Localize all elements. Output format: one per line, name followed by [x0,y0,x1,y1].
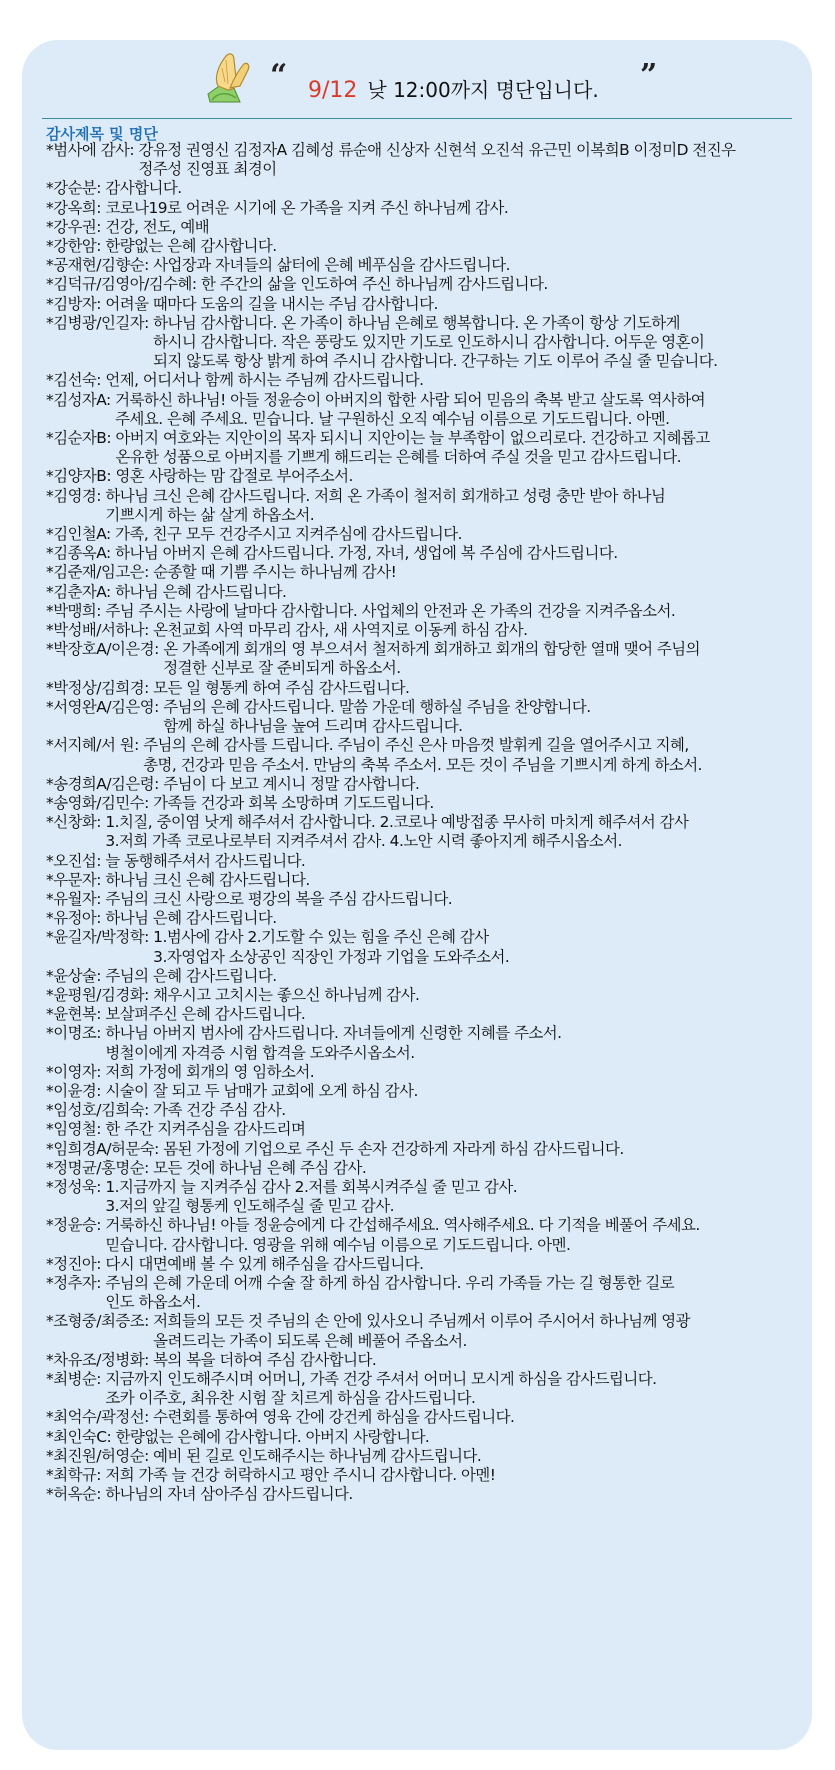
list-item [46,237,806,256]
entry-text [105,199,806,218]
list-item [46,1159,806,1178]
prayer-list-card [22,40,812,1750]
entry-text [115,391,806,429]
list-item [46,544,806,563]
entry-text [163,698,806,736]
list-item [46,141,806,179]
entry-line: 주님의 은혜 감사를 드립니다. 주님이 주신 은사 마음껏 발휘케 길을 열어주시고 지혜, [143,736,689,755]
entry-text [105,1370,806,1408]
entry-line: 저희들의 모든 것 주님의 손 안에 있사오니 주님께서 이루어 주시어서 하나님께 영광 [153,1312,690,1331]
entry-line: 1.범사에 감사 2.기도할 수 있는 힘을 주신 은혜 감사 [153,928,489,947]
entry-name: *신창화: [46,813,106,832]
entry-line: 3.저희 가족 코로나로부터 지켜주셔서 감사. 4.노안 시력 좋아지게 해주시옵소서. [105,832,623,851]
entry-text [153,621,806,640]
entry-name: *최인숙C: [46,1427,116,1446]
entry-line: 순종할 때 기쁨 주시는 하나님께 감사! [153,563,397,582]
list-item [46,928,806,966]
list-item [46,698,806,736]
entry-line: 한량없는 은혜에 감사합니다. 아버지 사랑합니다. [115,1427,430,1446]
list-item [46,371,806,390]
list-item [46,1082,806,1101]
entry-line: 주세요. 은혜 주세요. 믿습니다. 날 구원하신 오직 예수님 이름으로 기도드립니다. 아멘. [115,409,670,428]
entry-name: *정진아: [46,1254,106,1273]
entry-line: 시술이 잘 되고 두 남매가 교회에 오게 하심 감사. [105,1081,418,1100]
list-item [46,199,806,218]
entry-line: 가족 건강 주심 감사. [153,1101,286,1120]
entry-name: *최학규: [46,1466,106,1485]
entry-text [153,1447,806,1466]
prayer-entry-list [46,141,806,1504]
entry-line: 온 가족에게 회개의 영 부으셔서 철저하게 회개하고 회개의 합당한 열매 맺어 주님의 [163,640,701,659]
list-item [46,621,806,640]
list-item [46,602,806,621]
entry-name: *김준재/임고은: [46,563,154,582]
entry-name: *윤평원/김경화: [46,985,154,1004]
entry-text [163,1140,806,1159]
entry-line: 늘 동행해주셔서 감사드립니다. [105,851,306,870]
entry-line: 3.자영업자 소상공인 직장인 가정과 기업을 도와주소서. [153,947,510,966]
entry-line: 모든 일 형통케 하여 주심 감사드립니다. [153,678,410,697]
entry-name: *유정아: [46,909,106,928]
entry-line: 주님의 크신 사랑으로 평강의 복을 주심 감사드립니다. [105,889,453,908]
entry-name: *송경희A/김은령: [46,774,164,793]
entry-text [153,1312,806,1350]
entry-text [115,467,806,486]
entry-line: 예비 된 길로 인도해주시는 하나님께 감사드립니다. [153,1446,482,1465]
entry-name: *김양자B: [46,467,116,486]
entry-text [153,794,806,813]
entry-name: *서지혜/서 원: [46,736,144,755]
list-item [46,871,806,890]
entry-name: *서영완A/김은영: [46,697,164,716]
entry-text [153,986,806,1005]
entry-line: 1.치질, 중이염 낫게 해주셔서 감사합니다. 2.코로나 예방접종 무사히 마치게 해주셔서 감사 [105,813,689,832]
list-item [46,986,806,1005]
list-item [46,487,806,525]
entry-name: *김인철A: [46,525,116,544]
entry-name: *송영화/김민수: [46,793,154,812]
entry-name: *김성자A: [46,390,116,409]
entry-name: *박맹희: [46,601,106,620]
list-item [46,1370,806,1408]
list-item [46,1005,806,1024]
entry-line: 주님의 은혜 가운데 어깨 수술 잘 하게 하심 감사합니다. 우리 가족들 가는 길 형통한 길로 [105,1273,675,1292]
entry-line: 정주성 진영표 최경이 [138,160,277,179]
entry-line: 몸된 가정에 기업으로 주신 두 손자 건강하게 자라게 하심 감사드립니다. [163,1139,624,1158]
entry-text [105,1063,806,1082]
entry-text [153,928,806,966]
list-item [46,1312,806,1350]
entry-name: *최억수/곽정선: [46,1408,154,1427]
entry-line: 온천교회 사역 마무리 감사, 새 사역지로 이동케 하심 감사. [153,621,528,640]
entry-name: *정추자: [46,1273,106,1292]
list-item [46,909,806,928]
entry-line: 저희 가족 늘 건강 허락하시고 평안 주시니 감사합니다. 아멘! [105,1466,496,1485]
entry-text [105,237,806,256]
entry-text [105,1178,806,1216]
entry-name: *박정상/김희경: [46,678,154,697]
entry-text [105,852,806,871]
list-item [46,794,806,813]
entry-line: 건강, 전도, 예배 [105,217,210,236]
entry-line: 언제, 어디서나 함께 하시는 주님께 감사드립니다. [105,371,424,390]
list-item [46,295,806,314]
entry-line: 한 주간의 삶을 인도하여 주신 하나님께 감사드립니다. [200,275,548,294]
entry-line: 하나님 크신 은혜 감사드립니다. [105,870,310,889]
entry-name: *김영경: [46,486,106,505]
entry-text [105,1255,806,1274]
entry-text [115,429,806,467]
entry-name: *김종옥A: [46,544,116,563]
entry-line: 보살펴주신 은혜 감사드립니다. [105,1005,306,1024]
entry-name: *이명조: [46,1024,106,1043]
entry-text [115,544,806,563]
entry-line: 하나님 아버지 은혜 감사드립니다. 가정, 자녀, 생업에 복 주심에 감사드립니다. [115,544,618,563]
entry-line: 하나님 은혜 감사드립니다. [115,582,287,601]
entry-line: 하나님 크신 은혜 감사드립니다. 저희 온 가족이 철저히 회개하고 성령 충만 받아 하나님 [105,486,666,505]
quote-open: “ [270,58,288,93]
entry-text [163,775,806,794]
entry-text [153,563,806,582]
entry-name: *강우권: [46,217,106,236]
list-item [46,1485,806,1504]
entry-line: 함께 하실 하나님을 높여 드리며 감사드립니다. [163,717,463,736]
entry-line: 수련회를 통하여 영육 간에 강건케 하심을 감사드립니다. [153,1408,515,1427]
entry-line: 한 주간 지켜주심을 감사드리며 [105,1120,306,1139]
list-item [46,1351,806,1370]
entry-line: 기쁘시게 하는 삶 살게 하옵소서. [105,505,315,524]
entry-text [105,487,806,525]
quote-close: ” [640,58,658,93]
entry-line: 인도 하옵소서. [105,1293,201,1312]
entry-line: 거룩하신 하나님! 아들 정윤승에게 다 간섭해주세요. 역사해주세요. 다 기적을 베풀어 주세요. [105,1216,700,1235]
entry-line: 하시니 감사합니다. 작은 풍랑도 있지만 기도로 인도하시니 감사합니다. 어두운 영혼이 [153,333,705,352]
entry-line: 모든 것에 하나님 은혜 주심 감사. [153,1158,367,1177]
entry-text [105,1466,806,1485]
entry-text [105,890,806,909]
list-item [46,467,806,486]
list-item [46,1216,806,1254]
entry-name: *김덕규/김영아/김수혜: [46,275,201,294]
entry-name: *정윤승: [46,1216,106,1235]
entry-line: 하나님 감사합니다. 온 가족이 하나님 은혜로 행복합니다. 온 가족이 항상 기도하게 [153,313,681,332]
entry-name: *김춘자A: [46,582,116,601]
entry-text [115,583,806,602]
entry-name: *이영자: [46,1062,106,1081]
entry-line: 믿습니다. 감사합니다. 영광을 위해 예수님 이름으로 기도드립니다. 아멘. [105,1235,571,1254]
entry-text [153,1159,806,1178]
entry-line: 지금까지 인도해주시며 어머니, 가족 건강 주셔서 어머니 모시게 하심을 감사드립니다. [105,1370,657,1388]
entry-text [105,909,806,928]
entry-line: 올려드리는 가족이 되도록 은혜 베풀어 주옵소서. [153,1331,467,1350]
list-item [46,1255,806,1274]
entry-line: 사업장과 자녀들의 삶터에 은혜 베푸심을 감사드립니다. [153,256,510,275]
list-item [46,275,806,294]
entry-name: *허옥순: [46,1485,106,1504]
entry-text [116,1428,806,1447]
entry-line: 정결한 신부로 잘 준비되게 하옵소서. [163,659,401,678]
list-item [46,1024,806,1062]
entry-text [105,371,806,390]
entry-text [153,1408,806,1427]
entry-line: 주님의 은혜 감사드립니다. 말씀 가운데 행하실 주님을 찬양합니다. [163,697,591,716]
list-item [46,1120,806,1139]
entry-text [105,602,806,621]
entry-name: *최병순: [46,1370,106,1388]
entry-text [143,736,806,774]
entry-line: 저희 가정에 회개의 영 임하소서. [105,1062,315,1081]
list-item [46,1140,806,1159]
entry-text [105,1274,806,1312]
entry-line: 조카 이주호, 최유찬 시험 잘 치르게 하심을 감사드립니다. [105,1389,476,1408]
entry-line: 복의 복을 더하여 주심 감사합니다. [153,1350,377,1369]
list-item [46,1428,806,1447]
entry-text [105,871,806,890]
list-item [46,967,806,986]
header [22,40,812,122]
entry-name: *범사에 감사: [46,141,139,159]
entry-line: 하나님 은혜 감사드립니다. [105,909,277,928]
entry-line: 가족들 건강과 회복 소망하며 기도드립니다. [153,793,434,812]
list-item [46,563,806,582]
entry-line: 아버지 여호와는 지안이의 목자 되시니 지안이는 늘 부족함이 없으리로다. 건강하고 지혜롭고 [115,429,710,448]
entry-name: *차유조/정병화: [46,1350,154,1369]
list-item [46,1447,806,1466]
entry-name: *임성호/김희숙: [46,1101,154,1120]
list-item [46,852,806,871]
entry-name: *박성배/서하나: [46,621,154,640]
deadline-date: 9/12 [308,78,358,103]
entry-text [105,1120,806,1139]
entry-name: *임영철: [46,1120,106,1139]
entry-text [105,179,806,198]
list-item [46,1063,806,1082]
entry-line: 강유정 권영신 김정자A 김혜성 류순애 신상자 신현석 오진석 유근민 이복희B 이정미D 전진우 [138,141,736,159]
entry-text [153,314,806,372]
entry-line: 주님의 은혜 감사드립니다. [105,966,277,985]
entry-line: 채우시고 고치시는 좋으신 하나님께 감사. [153,985,420,1004]
entry-line: 다시 대면예배 볼 수 있게 해주심을 감사드립니다. [105,1254,424,1273]
entry-name: *유월자: [46,889,106,908]
list-item [46,525,806,544]
entry-text [201,275,806,294]
entry-line: 거룩하신 하나님! 아들 정윤승이 아버지의 합한 사람 되어 믿음의 축복 받고 살도록 역사하여 [115,390,706,409]
entry-name: *강한암: [46,237,106,256]
list-item [46,314,806,372]
entry-line: 하나님의 자녀 삼아주심 감사드립니다. [105,1485,353,1504]
list-item [46,736,806,774]
list-item [46,1101,806,1120]
entry-name: *임희경A/허문숙: [46,1139,164,1158]
entry-line: 한량없는 은혜 감사합니다. [105,237,277,256]
entry-text [153,1101,806,1120]
entry-line: 온유한 성품으로 아버지를 기쁘게 해드리는 은혜를 더하여 주실 것을 믿고 감사드립니다. [115,448,681,467]
entry-text [153,1351,806,1370]
header-divider [42,118,792,119]
list-item [46,775,806,794]
entry-name: *최진원/허영순: [46,1446,154,1465]
entry-text [105,813,806,851]
entry-text [105,967,806,986]
list-item [46,640,806,678]
entry-name: *조형중/최증조: [46,1312,154,1331]
entry-name: *이윤경: [46,1081,106,1100]
list-item [46,391,806,429]
list-item [46,679,806,698]
deadline-text: 낮 12:00까지 명단입니다. [367,78,599,102]
entry-name: *김병광/인길자: [46,313,154,332]
entry-line: 영혼 사랑하는 맘 갑절로 부어주소서. [115,467,353,486]
list-item [46,1466,806,1485]
entry-line: 병철이에게 자격증 시험 합격을 도와주시옵소서. [105,1043,415,1062]
entry-line: 주님 주시는 사랑에 날마다 감사합니다. 사업체의 안전과 온 가족의 건강을 지켜주옵소서. [105,601,676,620]
list-item [46,429,806,467]
entry-name: *윤길자/박정학: [46,928,154,947]
list-item [46,583,806,602]
praying-hands-icon [200,48,262,104]
entry-line: 주님이 다 보고 계시니 정말 감사합니다. [163,774,420,793]
list-item [46,179,806,198]
entry-text [115,525,806,544]
entry-line: 하나님 아버지 범사에 감사드립니다. 자녀들에게 신령한 지혜를 주소서. [105,1024,562,1043]
entry-name: *오진섭: [46,851,106,870]
entry-text [105,1216,806,1254]
entry-line: 총명, 건강과 믿음 주소서. 만남의 축복 주소서. 모든 것이 주님을 기쁘시게 하게 하소서. [143,755,702,774]
entry-name: *김순자B: [46,429,116,448]
entry-name: *김선숙: [46,371,106,390]
list-item [46,218,806,237]
list-item [46,1408,806,1427]
entry-text [105,295,806,314]
entry-line: 1.지금까지 늘 지켜주심 감사 2.저를 회복시켜주실 줄 믿고 감사. [105,1177,518,1196]
entry-name: *공재현/김향순: [46,256,154,275]
entry-line: 감사합니다. [105,179,182,198]
entry-line: 가족, 친구 모두 건강주시고 지켜주심에 감사드립니다. [115,525,462,544]
entry-text [105,1005,806,1024]
entry-text [153,256,806,275]
entry-name: *강순분: [46,179,106,198]
entry-name: *강옥희: [46,198,106,217]
entry-name: *윤상술: [46,966,106,985]
deadline-notice [308,74,599,103]
entry-name: *정명균/홍명순: [46,1158,154,1177]
list-item [46,1274,806,1312]
list-item [46,890,806,909]
entry-text [105,1082,806,1101]
entry-line: 3.저의 앞길 형통케 인도해주실 줄 믿고 감사. [105,1197,395,1216]
entry-text [153,679,806,698]
entry-line: 어려울 때마다 도움의 길을 내시는 주님 감사합니다. [105,294,438,313]
list-item [46,813,806,851]
entry-text [163,640,806,678]
entry-line: 되지 않도록 항상 밝게 하여 주시니 감사합니다. 간구하는 기도 이루어 주실 줄 믿습니다. [153,352,718,371]
entry-name: *윤현복: [46,1005,106,1024]
entry-text [139,141,806,179]
entry-line: 코로나19로 어려운 시기에 온 가족을 지켜 주신 하나님께 감사. [105,198,509,217]
list-item [46,256,806,275]
entry-name: *김방자: [46,294,106,313]
entry-name: *우문자: [46,870,106,889]
entry-text [105,1024,806,1062]
entry-text [105,218,806,237]
entry-name: *정성욱: [46,1177,106,1196]
list-item [46,1178,806,1216]
entry-text [105,1485,806,1504]
section-title: 감사제목 및 명단 [46,125,158,143]
entry-name: *박장호A/이은경: [46,640,164,659]
